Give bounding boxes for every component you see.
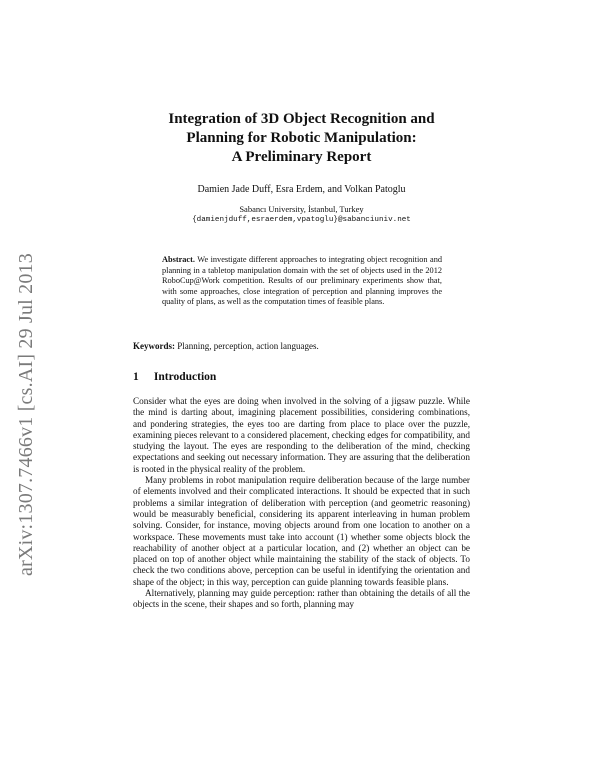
section-number: 1 [133,371,139,383]
abstract-text: We investigate different approaches to integrating object recognition and planning in a tabletop manipulation domain with the set of objects used in the 2012 RoboCup@Work competition. Results of our preliminary experiments show that, with some approaches, close integration of perception and planning improves the quality of plans, as well as the computation times of feasible plans. [162,255,442,307]
abstract-label: Abstract. [162,255,195,264]
paragraph: Consider what the eyes are doing when involved in the solving of a jigsaw puzzle. While the mind is darting about, imagining placement possibilities, considering combinations, and pondering strategies, the eyes too are darting from place to place over the puzzle, examining pieces relevant to a considered placement, checking edges for compatibility, and studying the layout. The eyes are responding to the deliberation of the mind, checking expectations and seeking out necessary information. They are assuring that the deliberation is rooted in the physical reality of the problem. [133,396,470,474]
paper-title [133,110,470,167]
author-emails: {damienjduff,esraerdem,vpatoglu}@sabanciuniv.net [192,215,411,224]
affiliation-block [133,204,470,225]
keywords-text: Planning, perception, action languages. [177,341,319,351]
body-text [133,396,470,611]
author-list: Damien Jade Duff, Esra Erdem, and Volkan Patoglu [197,184,406,195]
title-line: A Preliminary Report [231,149,372,165]
section-title: Introduction [153,371,217,383]
paragraph: Many problems in robot manipulation require deliberation because of the large number of elements involved and their complicated interactions. It should be expected that in such problems a similar integration of deliberation with perception (and geometric reasoning) would be measurably beneficial, considering its apparent interleaving in human problem solving. Consider, for instance, moving objects around from one location to another on a workspace. These movements must take into account (1) whether some objects block the reachability of another object at a particular location, and (2) whether an object can be placed on top of another object while maintaining the stability of the stack of objects. To check the two conditions above, perception can be useful in identifying the orientation and shape of the object; in this way, perception can guide planning towards feasible plans. [133,475,470,587]
title-line: Integration of 3D Object Recognition and [168,111,435,127]
section-heading [133,370,470,384]
abstract [162,255,442,308]
keywords [133,341,470,352]
affiliation: Sabancı University, İstanbul, Turkey [239,204,364,214]
paragraph: Alternatively, planning may guide perception: rather than obtaining the details of all the objects in the scene, their shapes and so forth, planning may [133,588,470,610]
keywords-label: Keywords: [133,341,175,351]
arxiv-identifier: arXiv:1307.7466v1 [cs.AI] 29 Jul 2013 [15,253,37,576]
title-line: Planning for Robotic Manipulation: [186,130,417,146]
